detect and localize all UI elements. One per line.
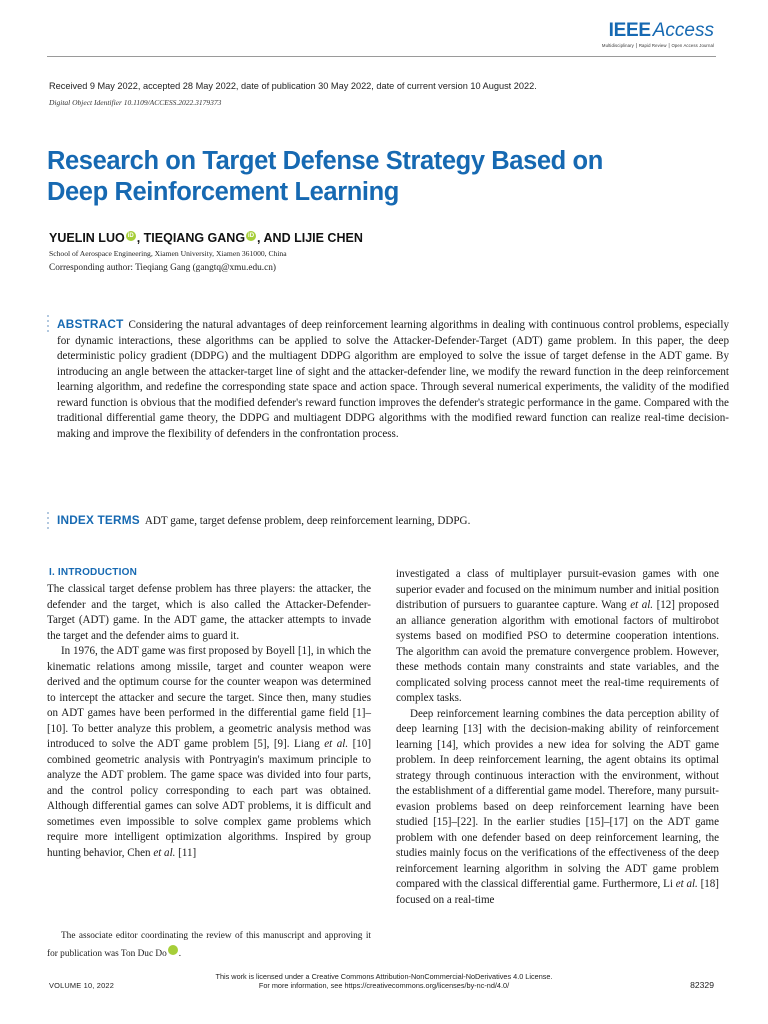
paragraph <box>396 707 719 909</box>
logo-access: Access <box>652 20 714 41</box>
right-column <box>396 567 719 908</box>
abstract <box>57 317 729 442</box>
orcid-icon[interactable]: iD <box>127 233 134 239</box>
abstract-text: Considering the natural advantages of deep reinforcement learning algorithms in dealing with continuous control problems, especially for dynamic interactions, these algorithms can be applied to solve the Attacker-Defender-Target (ADT) game problem. In this paper, the deep deterministic policy gradient (DDPG) and the multiagent DDPG algorithm are employed to solve the issue of target defense in the ADT game. By introducing an angle between the attacker-target line of sight and the attacker-defender line, we modify the reward function in the deep reinforcement learning algorithm, and redefine the corresponding state space and action space. Through several numerical experiments, the validity of the modified reward function is obvious that the modified defender's reward function improves the defender's strategic performance in the game. Compared with the traditional differential game theory, the DDPG and multiagent DDPG algorithms with the modified reward function can realize real-time decision-making and improve the flexibility of defenders in the confrontation process. <box>57 319 729 440</box>
author-2: , TIEQIANG GANG <box>136 231 246 245</box>
logo-tagline: Multidisciplinary ⎮ Rapid Review ⎮ Open Access Journal <box>601 43 714 48</box>
section-heading-introduction: I. INTRODUCTION <box>49 567 137 578</box>
paragraph: The classical target defense problem has three players: the attacker, the defender and the target, which is also called the Attacker-Defender-Target (ADT) game. In the ADT game, the attacker attempts to invade the target and the defender aims to guard it. <box>47 583 371 642</box>
title-line-2: Deep Reinforcement Learning <box>47 178 399 206</box>
index-terms <box>57 513 470 527</box>
paper-title <box>47 146 647 208</box>
paragraph-text: In 1976, the ADT game was first proposed by Boyell [1], in which the kinematic relations among missile, target and counter weapon were derived and the optimum course for the counter weapon was determined to intercept the attacker and secure the target. Since then, many studies on ADT games have been performed in the differential game field [1]–[10]. To better analyze this problem, a geometric analysis method was introduced to solve the ADT game problem [5], [9]. Liang <box>47 645 371 750</box>
editor-footnote: The associate editor coordinating the review of this manuscript and approving it for publication was Ton Duc Do iD. <box>47 931 371 959</box>
license-notice <box>0 972 768 990</box>
license-link[interactable]: For more information, see https://creativecommons.org/licenses/by-nc-nd/4.0/ <box>258 981 510 990</box>
author-1: YUELIN LUO <box>49 231 125 245</box>
paragraph-text: [18] focused on a real-time <box>396 878 719 906</box>
et-al: et al. <box>675 878 698 890</box>
et-al: et al. <box>324 738 349 750</box>
paragraph-text: investigated a class of multiplayer pursuit-evasion games with one superior evader and focused on the minimum number and initial position distribution of pursuers to guarantee capture. Wang <box>396 568 719 611</box>
left-column <box>47 582 371 861</box>
journal-logo <box>602 21 714 49</box>
orcid-icon[interactable]: iD <box>168 945 178 955</box>
paragraph-text: Deep reinforcement learning combines the data perception ability of deep learning [13] with the decision-making ability of reinforcement learning [14], which provides a new idea for solving the ADT game problem. In deep reinforcement learning, the agent obtains its optimal strategy through continuous interaction with the environment, without the establishment of a differential game model. Therefore, many pursuit-evasion problems based on deep reinforcement learning have been studied [15]–[22]. In the earlier studies [15]–[17] on the ADT game problem with one defender based on deep reinforcement learning, the studies mainly focus on the verifications of the effectiveness of the deep reinforcement learning algorithm in solving the ADT game problem compared with the classical differential game. Furthermore, Li <box>396 707 719 890</box>
abstract-label: ABSTRACT <box>57 317 124 331</box>
paragraph-text: [12] proposed an alliance generation algorithm with emotional factors of multirobot systems based on modified PSO to determine cooperation intentions. The algorithm can avoid the premature convergence problem. However, these methods contain many constraints and state variables, and the complicated solving process cannot meet the real-time requirements of complex tasks. <box>396 599 719 704</box>
header-divider <box>47 56 716 57</box>
logo-ieee: IEEE <box>608 20 651 41</box>
author-list <box>49 231 363 245</box>
index-terms-text: ADT game, target defense problem, deep reinforcement learning, DDPG. <box>144 515 471 527</box>
received-dates: Received 9 May 2022, accepted 28 May 2022, date of publication 30 May 2022, date of current version 10 August 2022. <box>49 81 537 91</box>
paragraph-text: [10] combined geometric analysis with Pontryagin's maximum principle to analyze the ADT problem. The game space was divided into four parts, and the control policy corresponding to each part was obtained. Although differential games can solve ADT problems, it is difficult and sometimes even impossible to solve complex game problems which require more intelligent optimization algorithms. Inspired by group hunting behavior, Chen <box>47 738 371 859</box>
license-line-1: This work is licensed under a Creative Commons Attribution-NonCommercial-NoDerivatives 4.0 License. <box>215 972 553 981</box>
et-al: et al. <box>630 599 654 611</box>
page-number: 82329 <box>690 980 714 990</box>
corresponding-author: Corresponding author: Tieqiang Gang (gangtq@xmu.edu.cn) <box>49 263 277 273</box>
footnote-text: The associate editor coordinating the review of this manuscript and approving it for publication was Ton Duc Do <box>47 931 371 959</box>
paragraph-text: [11] <box>175 846 197 859</box>
doi-line: Digital Object Identifier 10.1109/ACCESS.2022.3179373 <box>49 98 222 107</box>
orcid-icon[interactable]: iD <box>248 233 255 239</box>
affiliation: School of Aerospace Engineering, Xiamen University, Xiamen 361000, China <box>49 249 287 258</box>
title-line-1: Research on Target Defense Strategy Based on <box>47 147 603 175</box>
paragraph <box>47 644 371 861</box>
paragraph <box>396 567 719 707</box>
index-terms-marker-icon <box>47 512 50 532</box>
author-3: , AND LIJIE CHEN <box>257 231 363 245</box>
et-al: et al. <box>153 846 176 859</box>
index-terms-label: INDEX TERMS <box>57 513 140 527</box>
volume-label: VOLUME 10, 2022 <box>49 981 115 990</box>
abstract-marker-icon <box>47 315 50 335</box>
